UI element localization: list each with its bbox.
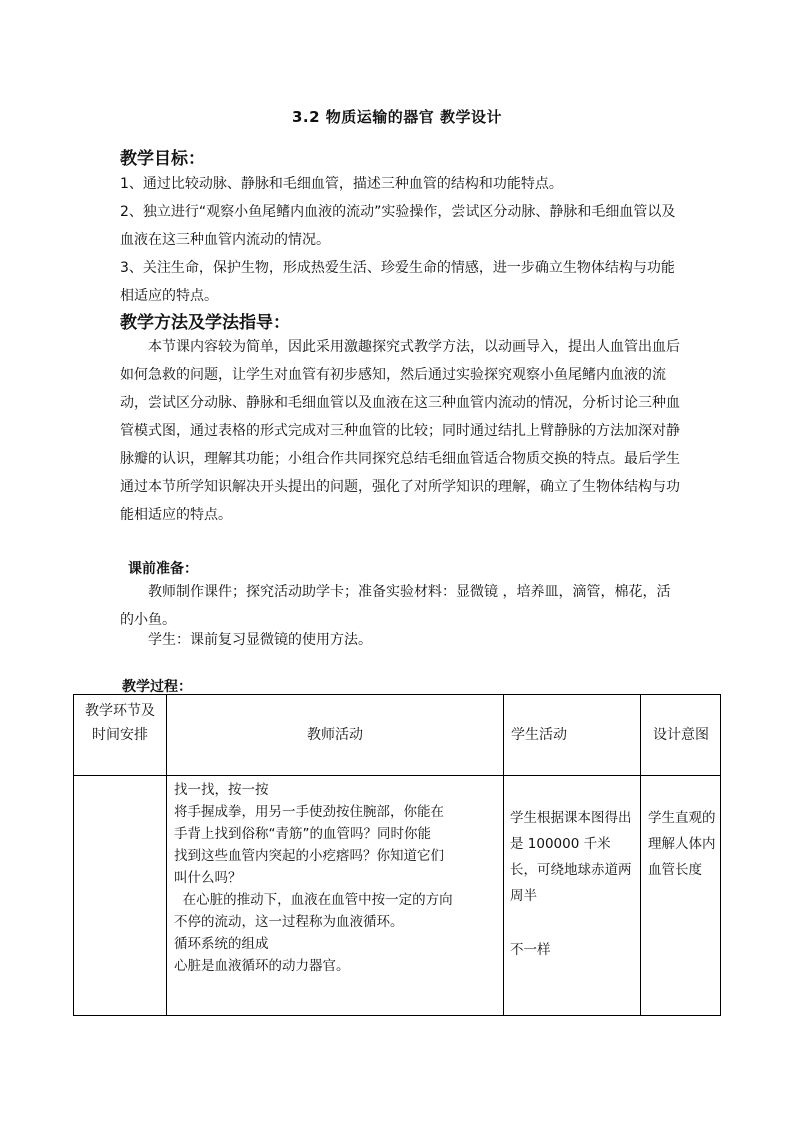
objective-item-3: 3、关注生命，保护生物，形成热爱生活、珍爱生命的情感，进一步确立生物体结构与功能相适应的特点。 bbox=[120, 260, 675, 304]
student-activity-2: 不一样 bbox=[510, 942, 551, 958]
preparation-heading: 课前准备： bbox=[128, 561, 198, 577]
objective-item-2: 2、独立进行“观察小鱼尾鳍内血液的流动”实验操作，尝试区分动脉、静脉和毛细血管以及血液在这三种血管内流动的情况。 bbox=[120, 204, 676, 248]
teacher-activity bbox=[174, 779, 500, 977]
preparation-student: 学生：课前复习显微镜的使用方法。 bbox=[148, 632, 372, 648]
teacher-line: 不停的流动，这一过程称为血液循环。 bbox=[174, 914, 404, 930]
table-header-teacher: 教师活动 bbox=[307, 727, 363, 743]
teacher-line: 在心脏的推动下，血液在血管中按一定的方向 bbox=[174, 892, 453, 908]
design-intent: 学生直观的理解人体内血管长度 bbox=[648, 810, 716, 878]
teacher-line: 找到这些血管内突起的小疙瘩吗？你知道它们 bbox=[174, 848, 444, 864]
teacher-line: 循环系统的组成 bbox=[174, 936, 269, 952]
preparation-teacher: 教师制作课件；探究活动助学卡；准备实验材料：显微镜 ，培养皿，滴管，棉花，活的小鱼。 bbox=[120, 584, 671, 628]
table-header-student: 学生活动 bbox=[511, 727, 567, 743]
teacher-line: 叫什么吗？ bbox=[174, 870, 242, 886]
student-activity: 学生根据课本图得出是 100000 千米长，可绕地球赤道两周半 bbox=[510, 810, 632, 904]
teacher-line: 心脏是血液循环的动力器官。 bbox=[174, 958, 350, 974]
document-title: 3.2 物质运输的器官 教学设计 bbox=[291, 108, 503, 126]
table-header-design: 设计意图 bbox=[653, 727, 709, 743]
teacher-line: 将手握成拳，用另一手使劲按住腕部，你能在 bbox=[174, 804, 444, 820]
methods-heading: 教学方法及学法指导： bbox=[120, 313, 290, 333]
table-header-stage: 教学环节及时间安排 bbox=[85, 703, 155, 743]
objective-item-1: 1、通过比较动脉、静脉和毛细血管，描述三种血管的结构和功能特点。 bbox=[120, 176, 563, 192]
process-heading: 教学过程： bbox=[122, 679, 192, 695]
process-table bbox=[73, 694, 721, 1016]
methods-paragraph: 本节课内容较为简单，因此采用激趣探究式教学方法，以动画导入，提出人血管出血后如何急救的问题，让学生对血管有初步感知，然后通过实验探究观察小鱼尾鳍内血液的流动，尝试区分动脉、静脉和毛细血管以及血液在这三种血管内流动的情况，分析讨论三种血管模式图，通过表格的形式完成对三种血管的比较；同时通过结扎上臂静脉的方法加深对静脉瓣的认识，理解其功能；小组合作共同探究总结毛细血管适合物质交换的特点。最后学生通过本节所学知识解决开头提出的问题，强化了对所学知识的理解，确立了生物体结构与功能相适应的特点。 bbox=[120, 339, 680, 523]
teacher-line: 找一找，按一按 bbox=[174, 782, 269, 798]
objectives-heading: 教学目标： bbox=[120, 149, 205, 169]
teacher-line: 手背上找到俗称“青筋”的血管吗？同时你能 bbox=[174, 826, 431, 842]
